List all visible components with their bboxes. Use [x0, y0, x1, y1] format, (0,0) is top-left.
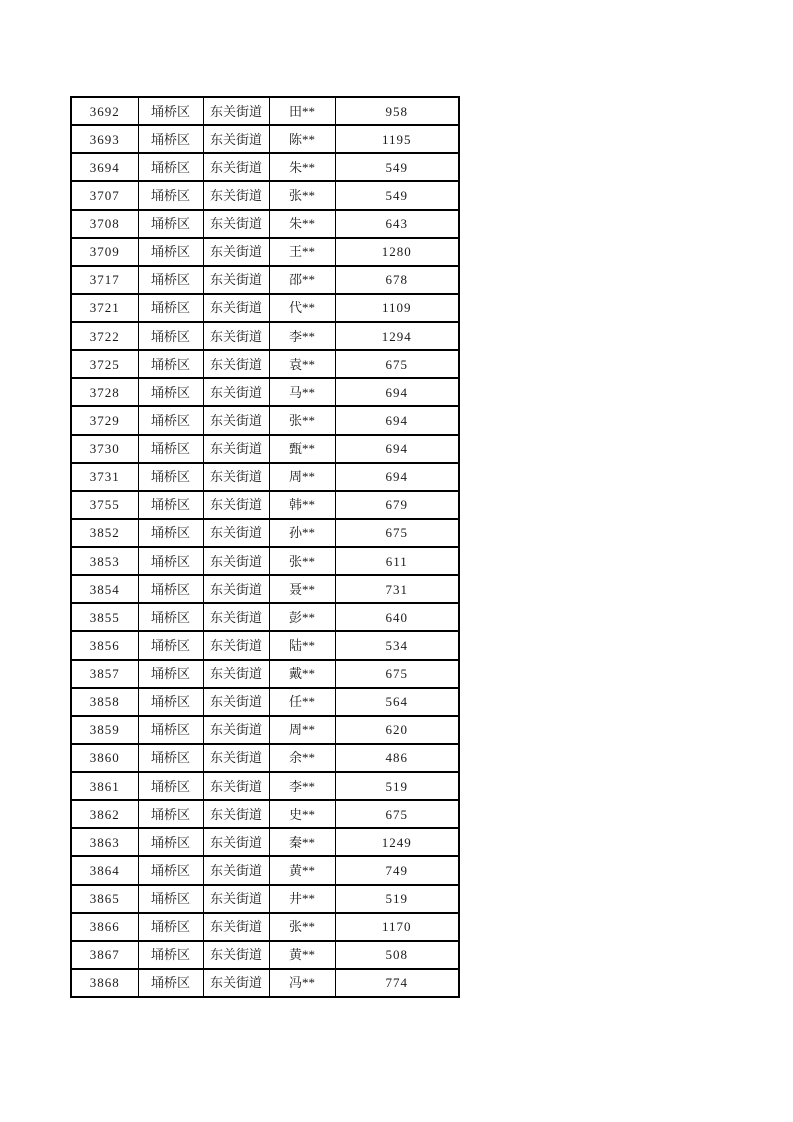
table-row	[71, 463, 459, 491]
cell-value: 1249	[335, 828, 459, 856]
cell-serial: 3717	[71, 266, 138, 294]
cell-name: 任**	[269, 688, 335, 716]
cell-serial: 3862	[71, 800, 138, 828]
cell-subdistrict: 东关街道	[203, 603, 269, 631]
cell-district: 埇桥区	[138, 716, 203, 744]
cell-district: 埇桥区	[138, 406, 203, 434]
cell-name: 黄**	[269, 941, 335, 969]
data-table-container	[70, 96, 460, 998]
cell-subdistrict: 东关街道	[203, 97, 269, 125]
cell-serial: 3693	[71, 125, 138, 153]
cell-subdistrict: 东关街道	[203, 294, 269, 322]
cell-value: 731	[335, 575, 459, 603]
cell-value: 611	[335, 547, 459, 575]
cell-district: 埇桥区	[138, 294, 203, 322]
cell-subdistrict: 东关街道	[203, 631, 269, 659]
table-row	[71, 575, 459, 603]
cell-district: 埇桥区	[138, 856, 203, 884]
cell-serial: 3857	[71, 660, 138, 688]
table-row	[71, 631, 459, 659]
cell-value: 1195	[335, 125, 459, 153]
table-row	[71, 322, 459, 350]
table-row	[71, 181, 459, 209]
cell-name: 张**	[269, 406, 335, 434]
cell-subdistrict: 东关街道	[203, 688, 269, 716]
cell-name: 史**	[269, 800, 335, 828]
cell-value: 1280	[335, 238, 459, 266]
cell-value: 694	[335, 463, 459, 491]
cell-subdistrict: 东关街道	[203, 435, 269, 463]
cell-serial: 3707	[71, 181, 138, 209]
cell-serial: 3729	[71, 406, 138, 434]
cell-name: 彭**	[269, 603, 335, 631]
cell-name: 冯**	[269, 969, 335, 997]
cell-subdistrict: 东关街道	[203, 463, 269, 491]
cell-name: 戴**	[269, 660, 335, 688]
cell-name: 周**	[269, 716, 335, 744]
cell-serial: 3856	[71, 631, 138, 659]
cell-subdistrict: 东关街道	[203, 772, 269, 800]
cell-value: 694	[335, 435, 459, 463]
cell-serial: 3860	[71, 744, 138, 772]
cell-name: 周**	[269, 463, 335, 491]
cell-district: 埇桥区	[138, 828, 203, 856]
cell-subdistrict: 东关街道	[203, 266, 269, 294]
cell-serial: 3694	[71, 153, 138, 181]
table-row	[71, 519, 459, 547]
cell-serial: 3709	[71, 238, 138, 266]
table-row	[71, 153, 459, 181]
table-row	[71, 294, 459, 322]
table-row	[71, 913, 459, 941]
cell-serial: 3692	[71, 97, 138, 125]
cell-subdistrict: 东关街道	[203, 575, 269, 603]
cell-district: 埇桥区	[138, 266, 203, 294]
cell-value: 958	[335, 97, 459, 125]
cell-value: 519	[335, 772, 459, 800]
table-row	[71, 744, 459, 772]
table-row	[71, 941, 459, 969]
table-row	[71, 885, 459, 913]
table-row	[71, 828, 459, 856]
cell-serial: 3725	[71, 350, 138, 378]
cell-value: 549	[335, 153, 459, 181]
cell-value: 675	[335, 519, 459, 547]
cell-subdistrict: 东关街道	[203, 716, 269, 744]
cell-value: 675	[335, 800, 459, 828]
cell-serial: 3867	[71, 941, 138, 969]
table-row	[71, 660, 459, 688]
cell-value: 675	[335, 350, 459, 378]
cell-district: 埇桥区	[138, 575, 203, 603]
table-row	[71, 210, 459, 238]
cell-name: 李**	[269, 772, 335, 800]
cell-district: 埇桥区	[138, 519, 203, 547]
cell-subdistrict: 东关街道	[203, 210, 269, 238]
cell-subdistrict: 东关街道	[203, 491, 269, 519]
table-row	[71, 491, 459, 519]
cell-district: 埇桥区	[138, 435, 203, 463]
cell-district: 埇桥区	[138, 969, 203, 997]
cell-serial: 3852	[71, 519, 138, 547]
cell-subdistrict: 东关街道	[203, 885, 269, 913]
table-row	[71, 800, 459, 828]
cell-name: 聂**	[269, 575, 335, 603]
cell-subdistrict: 东关街道	[203, 800, 269, 828]
cell-serial: 3863	[71, 828, 138, 856]
cell-subdistrict: 东关街道	[203, 378, 269, 406]
cell-value: 678	[335, 266, 459, 294]
cell-subdistrict: 东关街道	[203, 322, 269, 350]
table-row	[71, 97, 459, 125]
cell-district: 埇桥区	[138, 238, 203, 266]
cell-serial: 3728	[71, 378, 138, 406]
cell-name: 井**	[269, 885, 335, 913]
cell-name: 袁**	[269, 350, 335, 378]
cell-name: 张**	[269, 913, 335, 941]
table-row	[71, 856, 459, 884]
table-row	[71, 406, 459, 434]
cell-value: 564	[335, 688, 459, 716]
cell-district: 埇桥区	[138, 744, 203, 772]
table-row	[71, 688, 459, 716]
cell-name: 王**	[269, 238, 335, 266]
cell-serial: 3859	[71, 716, 138, 744]
cell-subdistrict: 东关街道	[203, 125, 269, 153]
cell-district: 埇桥区	[138, 800, 203, 828]
cell-subdistrict: 东关街道	[203, 238, 269, 266]
cell-serial: 3854	[71, 575, 138, 603]
cell-district: 埇桥区	[138, 210, 203, 238]
cell-value: 774	[335, 969, 459, 997]
cell-subdistrict: 东关街道	[203, 856, 269, 884]
cell-name: 朱**	[269, 210, 335, 238]
cell-serial: 3861	[71, 772, 138, 800]
table-row	[71, 603, 459, 631]
cell-district: 埇桥区	[138, 463, 203, 491]
cell-value: 486	[335, 744, 459, 772]
cell-name: 陆**	[269, 631, 335, 659]
cell-district: 埇桥区	[138, 547, 203, 575]
cell-value: 694	[335, 378, 459, 406]
table-row	[71, 378, 459, 406]
cell-name: 陈**	[269, 125, 335, 153]
cell-serial: 3853	[71, 547, 138, 575]
table-row	[71, 350, 459, 378]
cell-subdistrict: 东关街道	[203, 406, 269, 434]
table-row	[71, 772, 459, 800]
cell-district: 埇桥区	[138, 631, 203, 659]
cell-value: 640	[335, 603, 459, 631]
cell-name: 余**	[269, 744, 335, 772]
cell-name: 马**	[269, 378, 335, 406]
cell-serial: 3858	[71, 688, 138, 716]
cell-subdistrict: 东关街道	[203, 969, 269, 997]
cell-name: 秦**	[269, 828, 335, 856]
cell-subdistrict: 东关街道	[203, 519, 269, 547]
cell-value: 519	[335, 885, 459, 913]
cell-serial: 3868	[71, 969, 138, 997]
cell-value: 534	[335, 631, 459, 659]
cell-serial: 3708	[71, 210, 138, 238]
cell-subdistrict: 东关街道	[203, 941, 269, 969]
cell-serial: 3730	[71, 435, 138, 463]
cell-district: 埇桥区	[138, 153, 203, 181]
cell-name: 甄**	[269, 435, 335, 463]
cell-serial: 3855	[71, 603, 138, 631]
table-row	[71, 969, 459, 997]
table-row	[71, 435, 459, 463]
cell-district: 埇桥区	[138, 772, 203, 800]
cell-district: 埇桥区	[138, 660, 203, 688]
cell-value: 679	[335, 491, 459, 519]
cell-name: 韩**	[269, 491, 335, 519]
cell-name: 黄**	[269, 856, 335, 884]
cell-subdistrict: 东关街道	[203, 350, 269, 378]
cell-district: 埇桥区	[138, 603, 203, 631]
cell-value: 620	[335, 716, 459, 744]
cell-name: 田**	[269, 97, 335, 125]
cell-serial: 3755	[71, 491, 138, 519]
cell-name: 张**	[269, 181, 335, 209]
cell-value: 1170	[335, 913, 459, 941]
cell-subdistrict: 东关街道	[203, 913, 269, 941]
cell-value: 1109	[335, 294, 459, 322]
cell-serial: 3722	[71, 322, 138, 350]
cell-name: 代**	[269, 294, 335, 322]
cell-name: 朱**	[269, 153, 335, 181]
cell-value: 508	[335, 941, 459, 969]
cell-district: 埇桥区	[138, 322, 203, 350]
cell-serial: 3721	[71, 294, 138, 322]
table-row	[71, 238, 459, 266]
cell-value: 694	[335, 406, 459, 434]
table-row	[71, 716, 459, 744]
cell-value: 1294	[335, 322, 459, 350]
cell-value: 643	[335, 210, 459, 238]
cell-name: 邵**	[269, 266, 335, 294]
cell-subdistrict: 东关街道	[203, 153, 269, 181]
cell-value: 749	[335, 856, 459, 884]
cell-district: 埇桥区	[138, 181, 203, 209]
cell-value: 675	[335, 660, 459, 688]
table-row	[71, 547, 459, 575]
cell-subdistrict: 东关街道	[203, 547, 269, 575]
cell-serial: 3865	[71, 885, 138, 913]
cell-serial: 3731	[71, 463, 138, 491]
cell-serial: 3866	[71, 913, 138, 941]
cell-name: 李**	[269, 322, 335, 350]
cell-district: 埇桥区	[138, 941, 203, 969]
cell-subdistrict: 东关街道	[203, 744, 269, 772]
cell-subdistrict: 东关街道	[203, 660, 269, 688]
cell-subdistrict: 东关街道	[203, 181, 269, 209]
cell-district: 埇桥区	[138, 350, 203, 378]
cell-district: 埇桥区	[138, 491, 203, 519]
cell-district: 埇桥区	[138, 125, 203, 153]
cell-subdistrict: 东关街道	[203, 828, 269, 856]
cell-district: 埇桥区	[138, 97, 203, 125]
records-table	[70, 96, 460, 998]
cell-value: 549	[335, 181, 459, 209]
cell-name: 孙**	[269, 519, 335, 547]
cell-district: 埇桥区	[138, 885, 203, 913]
table-row	[71, 266, 459, 294]
cell-name: 张**	[269, 547, 335, 575]
cell-serial: 3864	[71, 856, 138, 884]
cell-district: 埇桥区	[138, 378, 203, 406]
cell-district: 埇桥区	[138, 688, 203, 716]
cell-district: 埇桥区	[138, 913, 203, 941]
records-table-body	[71, 97, 459, 997]
table-row	[71, 125, 459, 153]
